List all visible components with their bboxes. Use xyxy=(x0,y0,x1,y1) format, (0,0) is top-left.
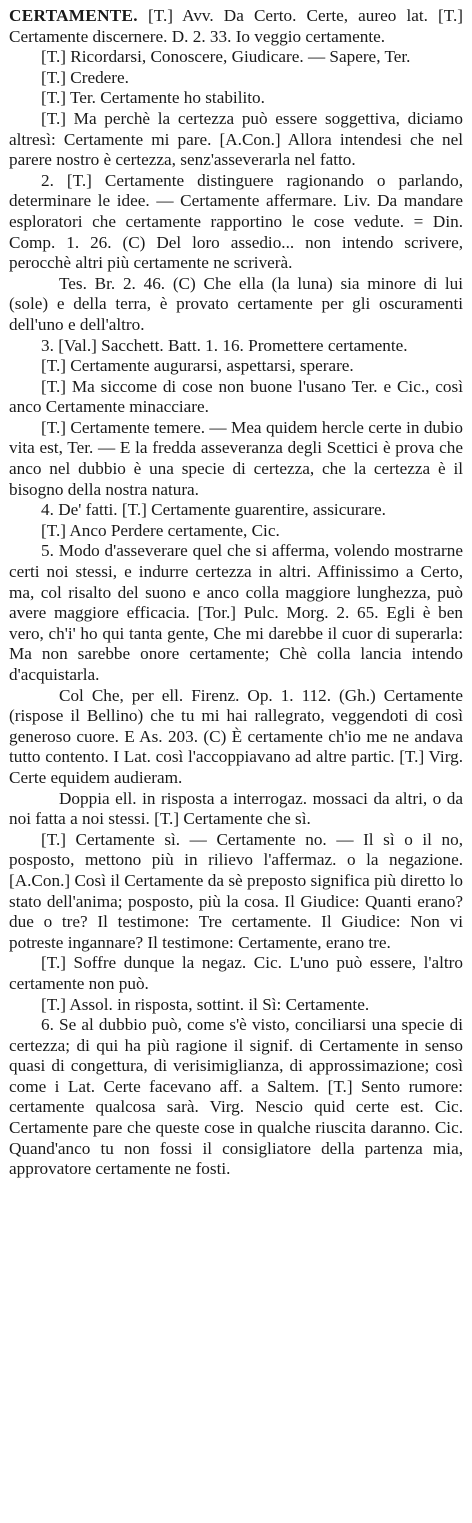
entry-paragraph: Tes. Br. 2. 46. (C) Che ella (la luna) sia minore di lui (sole) e della terra, è provato certamente per gli oscuramenti dell'uno e dell'altro. xyxy=(9,273,463,334)
entry-paragraph: 3. [Val.] Sacchett. Batt. 1. 16. Promettere certamente. xyxy=(41,335,408,355)
entry-paragraph: [T.] Ter. Certamente ho stabilito. xyxy=(41,88,265,108)
entry-paragraph: [T.] Assol. in risposta, sottint. il Sì: Certamente. xyxy=(41,994,370,1014)
entry-paragraph: [T.] Ma perchè la certezza può essere soggettiva, diciamo altresì: Certamente mi pare. [A.Con.] Allora intendesi che nel parere nostro è certezza, senz'asseverarla nel fatto. xyxy=(9,108,463,170)
entry-paragraph: [T.] Ricordarsi, Conoscere, Giudicare. — Sapere, Ter. xyxy=(41,47,411,67)
entry-paragraph: 6. Se al dubbio può, come s'è visto, conciliarsi una specie di certezza; di qui ha più ragione il signif. di Certamente in senso quasi di congettura, di verisimiglianza, di approssimazione; così come i Lat. Certe facevano aff. a Saltem. [T.] Sento rumore: certamente qualcosa sarà. Virg. Nescio quid certe est. Cic. Certamente pare che queste cose in qualche riuscita daranno. Cic. Quand'anco tu non fossi il consigliatore della partenza mia, approvatore certamente ne fosti. xyxy=(9,1015,463,1179)
entry-paragraph: 5. Modo d'asseverare quel che si afferma, volendo mostrarne certi noi stessi, e indurre certezza in altri. Affinissimo a Certo, ma, col risalto del suono e anco colla maggiore lunghezza, può avere maggiore efficacia. [Tor.] Pulc. Morg. 2. 65. Egli è ben vero, ch'i' ho qui tanta gente, Che mi darebbe il cuor di superarla: Ma non sarebbe onore certamente; Chè colla lancia intendo d'acquistarla. xyxy=(9,541,463,684)
entry-paragraph: [T.] Anco Perdere certamente, Cic. xyxy=(41,520,280,540)
entry-paragraph: CERTAMENTE. [T.] Avv. Da Certo. Certe, aureo lat. [T.] Certamente discernere. D. 2. 33. Io veggio certamente. xyxy=(9,6,464,46)
entry-paragraph: Doppia ell. in risposta a interrogaz. mossaci da altri, o da noi fatta a noi stessi. [T.] Certamente che sì. xyxy=(9,788,463,829)
entry-paragraph: 4. De' fatti. [T.] Certamente guarentire, assicurare. xyxy=(41,500,386,520)
entry-paragraph: [T.] Soffre dunque la negaz. Cic. L'uno può essere, l'altro certamente non può. xyxy=(9,953,463,993)
entry-paragraph: 2. [T.] Certamente distinguere ragionando o parlando, determinare le idee. — Certamente affermare. Liv. Da mandare esploratori che certamente rapportino le cose vedute. = Din. Comp. 1. 26. (C) Del loro assedio... non intendo scrivere, perocchè altri più certamente ne scriverà. xyxy=(9,170,463,273)
entry-paragraph: [T.] Certamente augurarsi, aspettarsi, sperare. xyxy=(41,356,354,376)
entry-paragraph: [T.] Ma siccome di cose non buone l'usano Ter. e Cic., così anco Certamente minacciare. xyxy=(9,376,463,417)
dictionary-entry xyxy=(9,6,463,1180)
entry-paragraph: Col Che, per ell. Firenz. Op. 1. 112. (Gh.) Certamente (rispose il Bellino) che tu mi hai rallegrato, veggendoti di così generoso cuore. E As. 203. (C) È certamente ch'io me ne andava tutto contento. I Lat. così l'accoppiavano ad altre partic. [T.] Virg. Certe equidem audieram. xyxy=(9,685,463,787)
headword: CERTAMENTE. xyxy=(9,6,138,25)
entry-paragraph: [T.] Certamente sì. — Certamente no. — Il sì o il no, posposto, mettono più in rilievo l'affermaz. o la negazione. [A.Con.] Così il Certamente da sè preposto significa più diretto lo stato dell'anima; posposto, più la cosa. Il Giudice: Quanti erano? due o tre? Il testimone: Tre certamente. Il Giudice: Non vi potreste ingannare? Il testimone: Certamente, erano tre. xyxy=(9,829,463,952)
entry-paragraph: [T.] Credere. xyxy=(41,67,129,87)
entry-paragraph: [T.] Certamente temere. — Mea quidem hercle certe in dubio vita est, Ter. — E la fredda asseveranza degli Scettici è prova che anco nel dubbio è una specie di certezza, che la certezza è il bisogno della nostra natura. xyxy=(9,417,463,499)
